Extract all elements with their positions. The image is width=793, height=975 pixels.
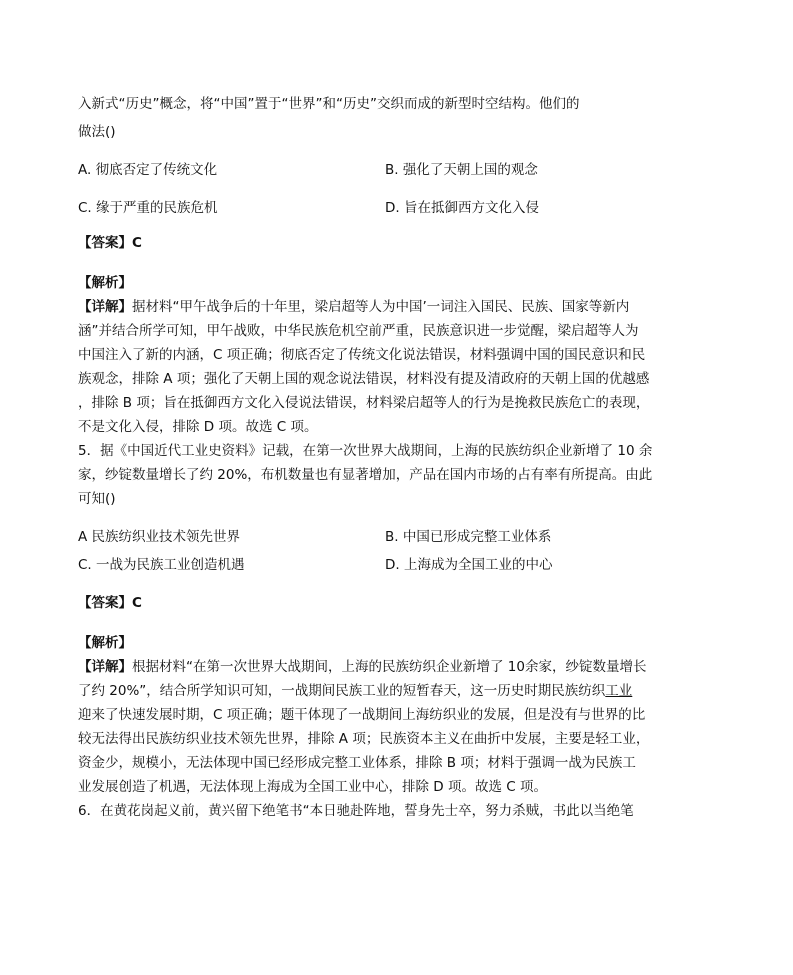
q5-analysis-tag: 【解析】 xyxy=(78,635,132,651)
q4-option-b: B. 强化了天朝上国的观念 xyxy=(385,162,538,178)
q5-stem-line: 5．据《中国近代工业史资料》记载，在第一次世界大战期间，上海的民族纺织企业新增了 10 余 xyxy=(78,443,653,459)
answer-value: C xyxy=(132,595,142,611)
q4-detail-line: 中国注入了新的内涵，C 项正确；彻底否定了传统文化说法错误，材料强调中国的国民意识和民 xyxy=(78,347,646,363)
q5-option-c: C. 一战为民族工业创造机遇 xyxy=(78,557,245,573)
q4-answer xyxy=(78,233,142,253)
detail-tag: 【详解】 xyxy=(78,299,132,315)
answer-value: C xyxy=(132,235,142,251)
q5-detail-line: 资金少，规模小，无法体现中国已经形成完整工业体系，排除 B 项；材料于强调一战为民族工 xyxy=(78,755,636,771)
detail-text: 据材料“甲午战争后的十年里，梁启超等人为中国’一词注入国民、民族、国家等新内 xyxy=(132,299,630,315)
q5-detail-line: 业发展创造了机遇，无法体现上海成为全国工业中心，排除 D 项。故选 C 项。 xyxy=(78,779,547,795)
q5-detail-line xyxy=(78,681,632,701)
q6-stem-line: 6．在黄花岗起义前，黄兴留下绝笔书“本日驰赴阵地，誓身先士卒，努力杀贼，书此以当绝笔 xyxy=(78,803,634,819)
answer-tag: 【答案】 xyxy=(78,595,132,611)
q4-analysis-tag: 【解析】 xyxy=(78,275,132,291)
q5-option-d: D. 上海成为全国工业的中心 xyxy=(385,557,553,573)
q5-stem-line: 家，纱锭数量增长了约 20%，布机数量也有显著增加，产品在国内市场的占有率有所提高。由此 xyxy=(78,467,653,483)
q4-option-a: A. 彻底否定了传统文化 xyxy=(78,162,218,178)
q5-answer xyxy=(78,593,142,613)
q5-detail-line: 较无法得出民族纺织业技术领先世界，排除 A 项；民族资本主义在曲折中发展，主要是轻工业， xyxy=(78,731,650,747)
q4-detail-line: 族观念，排除 A 项；强化了天朝上国的观念说法错误，材料没有提及清政府的天朝上国的优越感 xyxy=(78,371,650,387)
detail-text: 了约 20%”，结合所学知识可知，一战期间民族工业的短暂春天，这一历史时期民族纺织 xyxy=(78,683,606,699)
q4-stem-line: 入新式“历史”概念，将“中国”置于“世界”和“历史”交织而成的新型时空结构。他们的 xyxy=(78,96,580,112)
q4-option-c: C. 缘于严重的民族危机 xyxy=(78,200,218,216)
detail-tag: 【详解】 xyxy=(78,659,132,675)
q5-option-b: B. 中国已形成完整工业体系 xyxy=(385,529,552,545)
q4-detail-line: 不是文化入侵，排除 D 项。故选 C 项。 xyxy=(78,419,318,435)
detail-text: 根据材料“在第一次世界大战期间，上海的民族纺织企业新增了 10余家，纱锭数量增长 xyxy=(132,659,647,675)
q5-detail-line: 迎来了快速发展时期，C 项正确；题干体现了一战期间上海纺织业的发展，但是没有与世界的比 xyxy=(78,707,646,723)
q5-stem-line: 可知() xyxy=(78,491,116,507)
underlined-text: 工业 xyxy=(605,683,633,699)
q5-detail-line xyxy=(78,657,646,677)
q4-detail-line: 涵”并结合所学可知，甲午战败，中华民族危机空前严重，民族意识进一步觉醒，梁启超等人为 xyxy=(78,323,639,339)
q4-option-d: D. 旨在抵御西方文化入侵 xyxy=(385,200,539,216)
q4-stem-line: 做法() xyxy=(78,124,116,140)
q4-detail-line: ，排除 B 项；旨在抵御西方文化入侵说法错误，材料梁启超等人的行为是挽救民族危亡的表现， xyxy=(78,395,650,411)
q4-detail-line xyxy=(78,297,629,317)
answer-tag: 【答案】 xyxy=(78,235,132,251)
q5-option-a: A 民族纺织业技术领先世界 xyxy=(78,529,241,545)
